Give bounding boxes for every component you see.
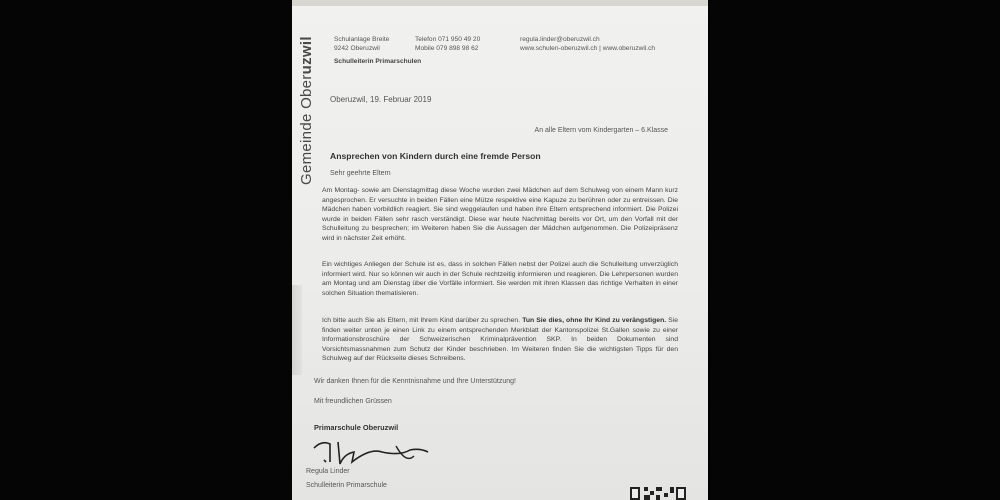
department: Schulleiterin Primarschulen — [334, 58, 422, 65]
street: Schulanlage Breite — [334, 36, 390, 43]
address-block — [334, 36, 389, 53]
paragraph-3-end: Sie finden weiter unten je einen Link zu einem entsprechenden Merkblatt der Kantonspolizei St.Gallen sowie zu einer Informationsbroschüre der Schweizerischen Kriminalprävention SKP. In beiden Dokumenten sind Vorsichtsmassnahmen zum Schutz der Kinder beschrieben. Im Weiteren finden Sie die wichtigsten Tipps für den Schulweg auf der Rückseite dieses Schreibens. — [322, 317, 679, 363]
city: 9242 Oberuzwil — [334, 44, 380, 52]
thanks: Wir danken Ihnen für die Kenntnisnahme und Ihre Unterstützung! — [314, 378, 516, 385]
letter-paper — [292, 0, 708, 500]
qr-code — [630, 485, 690, 500]
phone: Telefon 071 950 49 20 — [415, 36, 481, 43]
recipient: An alle Eltern vom Kindergarten – 6.Klasse — [534, 127, 668, 134]
paragraph-3-emphasis: Tun Sie dies, ohne Ihr Kind zu verängstigen. — [522, 317, 667, 324]
municipality-name-part1: Gemeinde Ober — [298, 74, 315, 185]
paragraph-3-start: Ich bitte auch Sie als Eltern, mit Ihrem Kind darüber zu sprechen. — [322, 317, 523, 324]
paragraph-1: Am Montag- sowie am Dienstagmittag diese Woche wurden zwei Mädchen auf dem Schulweg von einem Mann kurz angesprochen. Er versuchte in beiden Fällen eine Mütze respektive eine Kapuze zu berühren oder zu entreissen. Die Mädchen haben vorbildlich reagiert. Sie sind weggelaufen und haben ihre Eltern entsprechend informiert. Die Polizei wurde in beiden Fällen sehr rasch verständigt. Diese war heute Nachmittag bereits vor Ort, um den Vorfall mit der Schulleitung zu besprechen; im Weiteren haben Sie die Aussagen der Mädchen aufgenommen. Die Polizeipräsenz wird in nächster Zeit erhöht. — [322, 187, 678, 242]
letter-date: Oberuzwil, 19. Februar 2019 — [330, 95, 432, 104]
school-name: Primarschule Oberuzwil — [314, 423, 399, 432]
web: www.schulen-oberuzwil.ch | www.oberuzwil.ch — [520, 44, 656, 52]
paragraph-3 — [322, 316, 678, 364]
subject: Ansprechen von Kindern durch eine fremde Person — [330, 151, 541, 161]
municipality-logo — [298, 15, 328, 185]
municipality-name-part2: uzwil — [298, 36, 315, 75]
contact-block — [520, 36, 655, 53]
signer-name: Regula Linder — [306, 468, 350, 475]
closing: Mit freundlichen Grüssen — [314, 398, 392, 405]
dark-background-left — [0, 0, 292, 500]
mobile: Mobile 079 898 98 62 — [415, 44, 479, 52]
paragraph-2: Ein wichtiges Anliegen der Schule ist es, dass in solchen Fällen nebst der Polizei auch die Schulleitung unverzüglich informiert wird. Nur so können wir auch in der Schule rechtzeitig informieren und reagieren. Die Lehrpersonen wurden am Montag und am Dienstag über die Vorfälle informiert. Sie werden mit ihren Klassen das richtige Verhalten in einer solchen Situation thematisieren. — [322, 261, 678, 297]
email: regula.linder@oberuzwil.ch — [520, 36, 600, 43]
paper-top-edge — [292, 0, 708, 6]
perforation-shadow — [292, 285, 302, 375]
dark-background-right — [710, 0, 1000, 500]
signer-role: Schulleiterin Primarschule — [306, 482, 387, 489]
greeting: Sehr geehrte Eltern — [330, 170, 391, 177]
phone-block — [415, 36, 480, 53]
